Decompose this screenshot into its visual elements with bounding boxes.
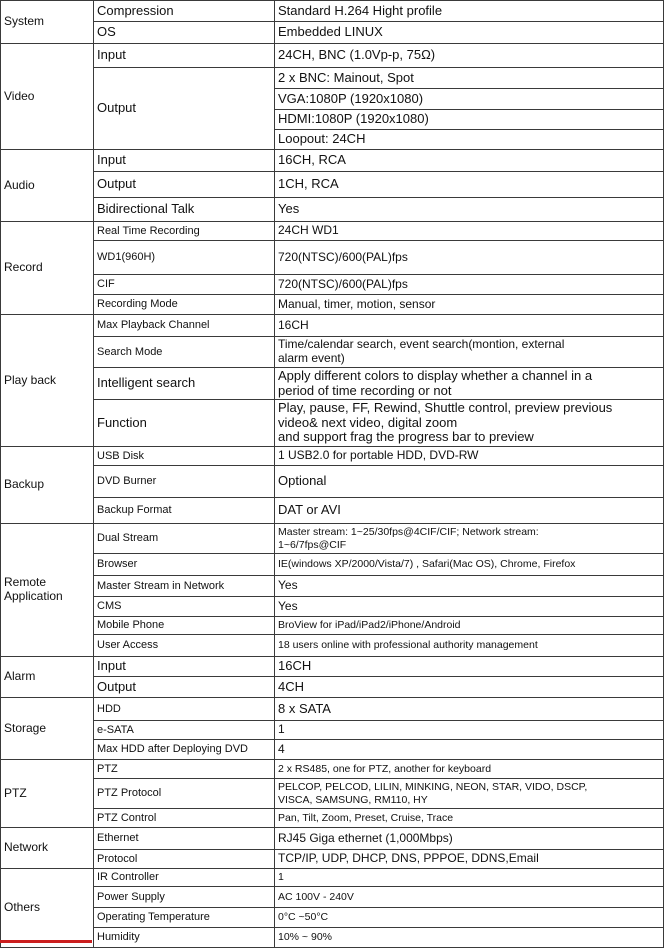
spec-key: e-SATA [94, 721, 275, 740]
category-others: Others [1, 869, 94, 948]
table-row [1, 554, 664, 576]
spec-key: PTZ Protocol [94, 779, 275, 809]
spec-key: Intelligent search [94, 368, 275, 400]
spec-key: OS [94, 22, 275, 44]
spec-key: USB Disk [94, 447, 275, 466]
table-row [1, 869, 664, 887]
spec-key: Power Supply [94, 887, 275, 908]
table-row [1, 828, 664, 850]
spec-value: 1 USB2.0 for portable HDD, DVD-RW [275, 447, 664, 466]
spec-key: IR Controller [94, 869, 275, 887]
spec-value: Yes [275, 198, 664, 222]
table-row [1, 809, 664, 828]
spec-value: 1CH, RCA [275, 172, 664, 198]
spec-value: Time/calendar search, event search(montion, external alarm event) [275, 337, 664, 368]
spec-key: Compression [94, 1, 275, 22]
spec-value: Yes [275, 576, 664, 597]
table-row [1, 172, 664, 198]
spec-value: TCP/IP, UDP, DHCP, DNS, PPPOE, DDNS,Email [275, 850, 664, 869]
table-row [1, 22, 664, 44]
table-row [1, 657, 664, 677]
spec-key: Protocol [94, 850, 275, 869]
spec-value: Apply different colors to display whether a channel in a period of time recording or not [275, 368, 664, 400]
table-row [1, 68, 664, 89]
spec-key: Function [94, 400, 275, 447]
table-row [1, 447, 664, 466]
spec-key: Input [94, 150, 275, 172]
table-row [1, 779, 664, 809]
category-record: Record [1, 222, 94, 315]
table-row [1, 740, 664, 760]
category-system: System [1, 1, 94, 44]
spec-key: Input [94, 657, 275, 677]
spec-value: DAT or AVI [275, 498, 664, 524]
category-audio: Audio [1, 150, 94, 222]
spec-value: Manual, timer, motion, sensor [275, 295, 664, 315]
table-row [1, 466, 664, 498]
table-row [1, 908, 664, 928]
spec-value: 24CH WD1 [275, 222, 664, 241]
spec-value: Pan, Tilt, Zoom, Preset, Cruise, Trace [275, 809, 664, 828]
table-row [1, 498, 664, 524]
spec-value: Loopout: 24CH [275, 130, 664, 150]
table-row [1, 368, 664, 400]
spec-value: Embedded LINUX [275, 22, 664, 44]
table-row [1, 635, 664, 657]
spec-value: Optional [275, 466, 664, 498]
spec-key: Real Time Recording [94, 222, 275, 241]
spec-value: HDMI:1080P (1920x1080) [275, 110, 664, 130]
spec-value: 1 [275, 721, 664, 740]
spec-value: 16CH [275, 657, 664, 677]
spec-value: 16CH, RCA [275, 150, 664, 172]
spec-key: User Access [94, 635, 275, 657]
spec-value: AC 100V - 240V [275, 887, 664, 908]
table-row [1, 524, 664, 554]
spec-key: Browser [94, 554, 275, 576]
spec-key: Mobile Phone [94, 617, 275, 635]
category-playback: Play back [1, 315, 94, 447]
spec-value: 24CH, BNC (1.0Vp-p, 75Ω) [275, 44, 664, 68]
table-row [1, 337, 664, 368]
table-row [1, 44, 664, 68]
table-row [1, 275, 664, 295]
table-row [1, 295, 664, 315]
spec-value: 10% ~ 90% [275, 928, 664, 948]
table-row [1, 222, 664, 241]
spec-value: 4CH [275, 677, 664, 698]
spec-value: 720(NTSC)/600(PAL)fps [275, 241, 664, 275]
spec-key: Output [94, 172, 275, 198]
spec-value: 16CH [275, 315, 664, 337]
spec-key: Dual Stream [94, 524, 275, 554]
spec-key: PTZ Control [94, 809, 275, 828]
category-storage: Storage [1, 698, 94, 760]
spec-value: PELCOP, PELCOD, LILIN, MINKING, NEON, STAR, VIDO, DSCP, VISCA, SAMSUNG, RM110, HY [275, 779, 664, 809]
spec-value: 2 x RS485, one for PTZ, another for keyboard [275, 760, 664, 779]
table-row [1, 698, 664, 721]
table-row [1, 617, 664, 635]
spec-value: 18 users online with professional authority management [275, 635, 664, 657]
spec-value: Master stream: 1~25/30fps@4CIF/CIF; Network stream: 1~6/7fps@CIF [275, 524, 664, 554]
table-row [1, 597, 664, 617]
spec-value: 1 [275, 869, 664, 887]
table-row [1, 1, 664, 22]
table-row [1, 198, 664, 222]
spec-value: Play, pause, FF, Rewind, Shuttle control, preview previous video& next video, digital zoom and support frag the progress bar to preview [275, 400, 664, 447]
spec-key: Output [94, 677, 275, 698]
table-row [1, 850, 664, 869]
spec-value: RJ45 Giga ethernet (1,000Mbps) [275, 828, 664, 850]
table-row [1, 241, 664, 275]
spec-key: DVD Burner [94, 466, 275, 498]
spec-value: IE(windows XP/2000/Vista/7) , Safari(Mac OS), Chrome, Firefox [275, 554, 664, 576]
category-alarm: Alarm [1, 657, 94, 698]
spec-key: Output [94, 68, 275, 150]
spec-value: 2 x BNC: Mainout, Spot [275, 68, 664, 89]
table-row [1, 887, 664, 908]
table-row [1, 315, 664, 337]
spec-value: 720(NTSC)/600(PAL)fps [275, 275, 664, 295]
spec-value: Yes [275, 597, 664, 617]
spec-key: CMS [94, 597, 275, 617]
table-row [1, 576, 664, 597]
spec-key: HDD [94, 698, 275, 721]
spec-key: Bidirectional Talk [94, 198, 275, 222]
table-row [1, 760, 664, 779]
spec-key: Max HDD after Deploying DVD [94, 740, 275, 760]
table-row [1, 677, 664, 698]
table-row [1, 928, 664, 948]
category-backup: Backup [1, 447, 94, 524]
spec-key: Input [94, 44, 275, 68]
spec-key: Operating Temperature [94, 908, 275, 928]
category-video: Video [1, 44, 94, 150]
spec-key: Ethernet [94, 828, 275, 850]
spec-value: BroView for iPad/iPad2/iPhone/Android [275, 617, 664, 635]
spec-value: 8 x SATA [275, 698, 664, 721]
table-row [1, 150, 664, 172]
spec-value: 4 [275, 740, 664, 760]
spec-key: WD1(960H) [94, 241, 275, 275]
spec-key: Master Stream in Network [94, 576, 275, 597]
spec-key: PTZ [94, 760, 275, 779]
category-network: Network [1, 828, 94, 869]
spec-key: Max Playback Channel [94, 315, 275, 337]
table-row [1, 721, 664, 740]
spec-value: 0°C ~50°C [275, 908, 664, 928]
category-remote-application: Remote Application [1, 524, 94, 657]
spec-key: Search Mode [94, 337, 275, 368]
spec-key: CIF [94, 275, 275, 295]
spec-key: Humidity [94, 928, 275, 948]
table-row [1, 400, 664, 447]
spec-value: Standard H.264 Hight profile [275, 1, 664, 22]
spec-value: VGA:1080P (1920x1080) [275, 89, 664, 110]
spec-key: Recording Mode [94, 295, 275, 315]
category-ptz: PTZ [1, 760, 94, 828]
spec-key: Backup Format [94, 498, 275, 524]
